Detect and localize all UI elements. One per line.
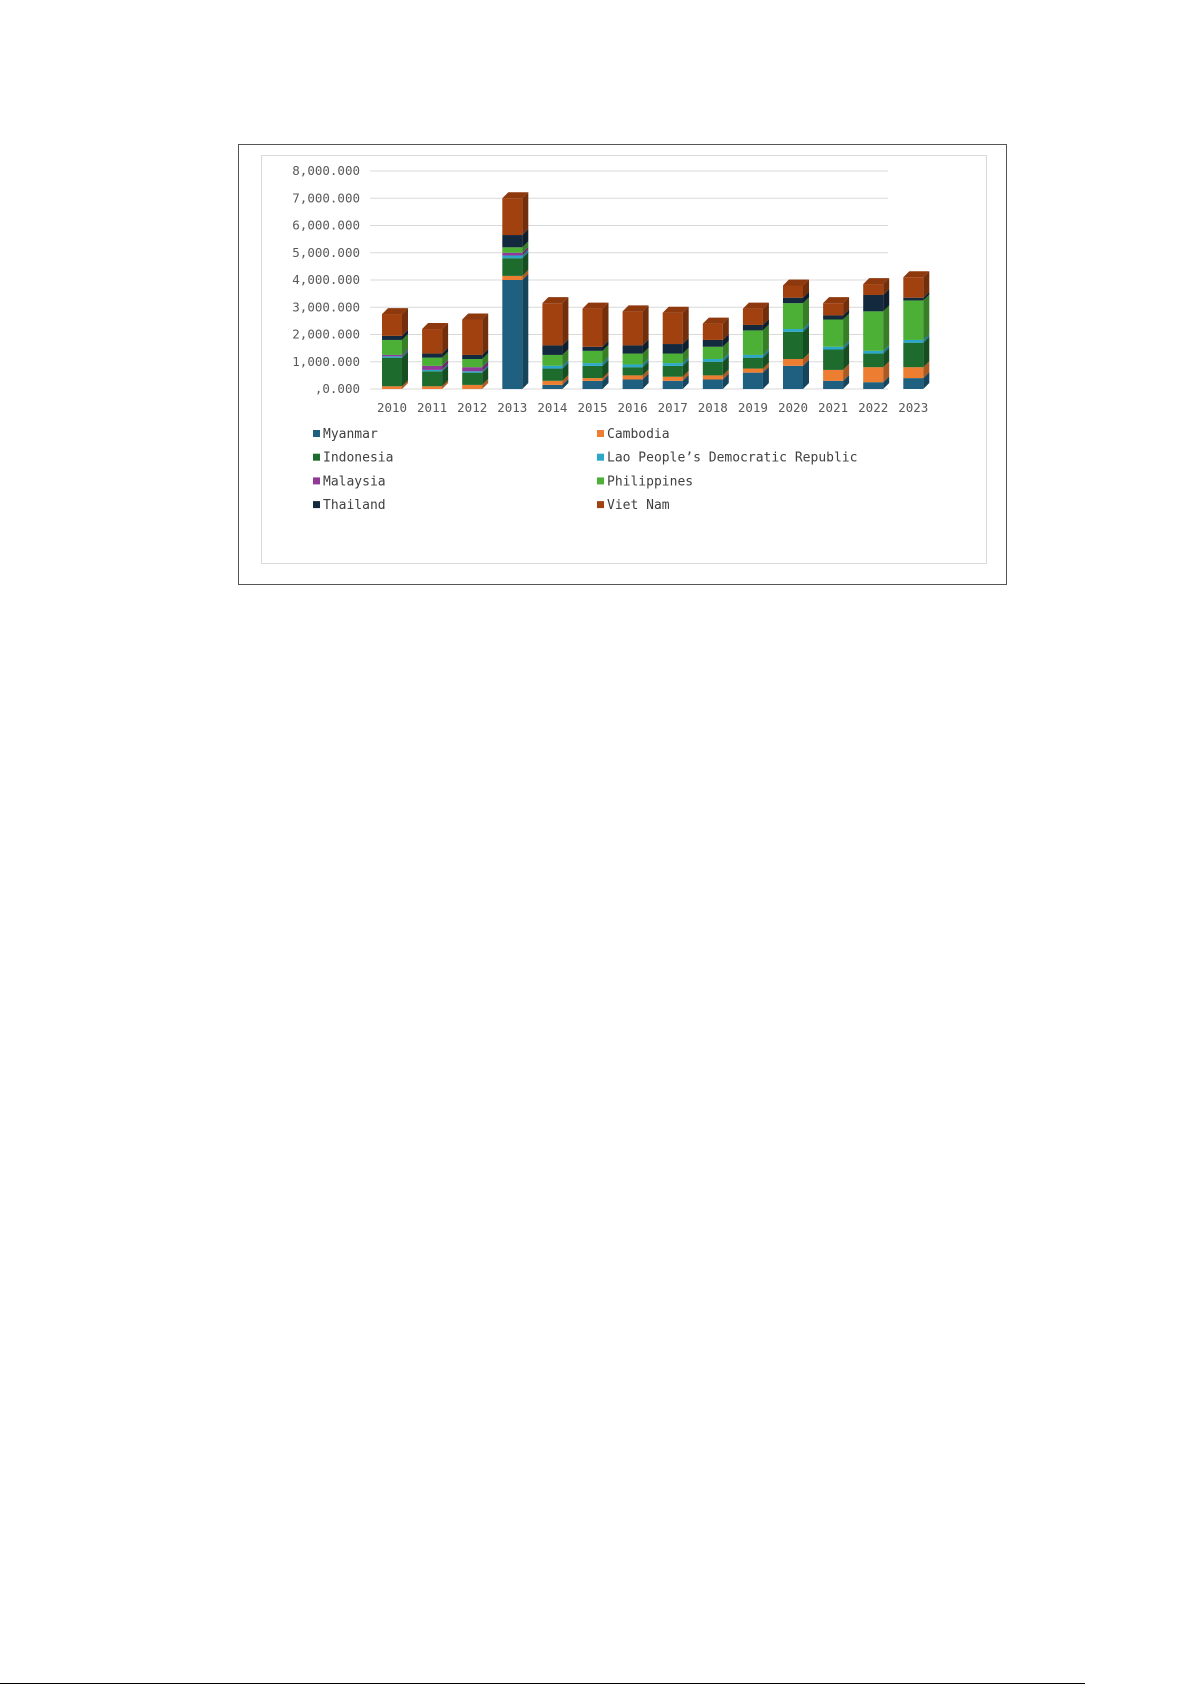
x-tick-label: 2020 (777, 400, 809, 415)
y-tick-label: 6,000.000 (292, 217, 360, 233)
bar-segment (623, 367, 643, 375)
legend-item (313, 498, 386, 513)
bar-segment (743, 373, 763, 389)
bar-segment (863, 284, 883, 295)
bar-segment (743, 369, 763, 373)
bar-segment (623, 311, 643, 345)
page-footer-rule (0, 1683, 1085, 1684)
bar-segment (783, 285, 803, 297)
legend-item (597, 427, 670, 442)
bar-segment (823, 349, 843, 369)
bar-segment (743, 330, 763, 355)
bar-segment (823, 370, 843, 381)
bar-segment (462, 373, 482, 385)
y-tick-label: 4,000.000 (292, 272, 360, 287)
bar-segment (903, 300, 923, 340)
x-tick-label: 2023 (898, 400, 929, 415)
legend-label: Lao People’s Democratic Republic (607, 450, 858, 466)
bar-segment (542, 345, 562, 355)
legend (313, 427, 857, 513)
bar-segment (382, 355, 402, 356)
x-tick-label: 2016 (617, 400, 648, 415)
bar-segment (382, 358, 402, 387)
legend-item (313, 474, 386, 489)
bar-segment (462, 355, 482, 359)
bar-segment (863, 354, 883, 368)
legend-swatch (597, 501, 604, 508)
bar-segment (783, 366, 803, 389)
bar-segment (623, 354, 643, 365)
y-axis-ticks (292, 163, 360, 396)
legend-item (597, 451, 857, 466)
bar-segment (703, 359, 723, 362)
bar-segment (502, 253, 522, 256)
bar-segment (462, 385, 482, 389)
bar-segment (542, 303, 562, 345)
bar-segment (382, 314, 402, 336)
legend-item (597, 474, 693, 489)
bar-segment (903, 340, 923, 343)
bar-segment (663, 344, 683, 354)
bar-segment (502, 198, 522, 235)
bar-segment (703, 340, 723, 347)
bar-segment (783, 332, 803, 359)
x-tick-label: 2011 (417, 400, 448, 415)
bar-segment (502, 235, 522, 247)
x-axis-ticks (377, 400, 928, 415)
y-tick-label: ,0.000 (314, 381, 360, 396)
bar-segment-side (482, 314, 488, 355)
bar-segment (502, 280, 522, 389)
bar-segment-side (883, 305, 889, 351)
legend-swatch (597, 477, 604, 484)
bar-segment (542, 366, 562, 369)
x-tick-label: 2014 (537, 400, 568, 415)
bar-segment (583, 378, 603, 381)
legend-label: Thailand (323, 498, 386, 514)
bar-segment (703, 379, 723, 389)
bar-segment-side (603, 303, 609, 347)
x-tick-label: 2010 (376, 400, 408, 415)
y-tick-label: 8,000.000 (292, 163, 360, 178)
bar-segment-side (562, 297, 568, 345)
y-tick-label: 7,000.000 (292, 190, 360, 206)
legend-label: Viet Nam (607, 498, 670, 514)
legend-swatch (313, 501, 320, 508)
legend-swatch (313, 430, 320, 437)
bar-segment-side (643, 305, 649, 345)
bar-segment-side (923, 294, 929, 340)
bar-segment (863, 351, 883, 354)
bar-segment (422, 329, 442, 354)
legend-item (313, 451, 393, 466)
legend-swatch (597, 430, 604, 437)
bar-segment (663, 366, 683, 377)
legend-label: Myanmar (323, 427, 378, 442)
bar-segment-side (522, 274, 528, 389)
legend-swatch (313, 454, 320, 461)
legend-item (597, 498, 670, 513)
bar-segment (542, 385, 562, 389)
bar-segment (623, 364, 643, 367)
bar-segment (382, 340, 402, 355)
bar-segment (462, 320, 482, 355)
bar-segment (623, 375, 643, 379)
bar-segment (703, 324, 723, 340)
bar-segment (663, 363, 683, 366)
bar-segment (863, 382, 883, 389)
bar-segment (783, 303, 803, 329)
legend-swatch (597, 454, 604, 461)
x-tick-label: 2019 (737, 400, 768, 415)
bar-segment (663, 354, 683, 364)
bar-segment (502, 247, 522, 252)
bar-segment (903, 298, 923, 301)
bar-segment (823, 320, 843, 347)
bar-segment (382, 336, 402, 340)
bar-segment (382, 356, 402, 357)
bar-segment (903, 367, 923, 378)
bar-segment (783, 298, 803, 303)
bar-segment (743, 355, 763, 358)
bars (382, 192, 929, 389)
bar-segment (703, 375, 723, 379)
x-tick-label: 2021 (818, 400, 849, 415)
bar-segment (823, 347, 843, 350)
bar-segment (422, 366, 442, 370)
bar-segment (903, 378, 923, 389)
bar-segment (583, 363, 603, 366)
bar-segment (783, 329, 803, 332)
bar-segment (382, 386, 402, 389)
bar-segment (623, 345, 643, 353)
bar-segment (542, 369, 562, 381)
bar-segment (623, 379, 643, 389)
bar-segment (422, 371, 442, 386)
legend-label: Philippines (607, 474, 694, 490)
bar-segment (743, 309, 763, 325)
chart-panel (261, 155, 987, 564)
y-tick-label: 5,000.000 (292, 244, 360, 260)
bar-segment (502, 276, 522, 280)
bar-segment (583, 381, 603, 389)
bar-segment (903, 343, 923, 368)
bar-segment (823, 303, 843, 315)
bar-segment (583, 366, 603, 378)
bar-segment (422, 358, 442, 366)
y-tick-label: 2,000.000 (292, 326, 360, 342)
bar-segment (783, 359, 803, 366)
bar-segment (422, 386, 442, 389)
bar-segment (583, 347, 603, 351)
x-tick-label: 2018 (697, 400, 728, 415)
bar-segment (823, 315, 843, 319)
bar-segment (863, 295, 883, 311)
bar-segment-side (522, 192, 528, 235)
bar-segment (903, 277, 923, 297)
bar-segment (542, 381, 562, 385)
bar-segment-side (683, 307, 689, 344)
bar-segment (703, 362, 723, 376)
bar-segment (462, 371, 482, 372)
legend-label: Malaysia (323, 474, 386, 490)
y-tick-label: 3,000.000 (292, 299, 360, 315)
x-tick-label: 2012 (457, 400, 488, 415)
bar-segment (703, 347, 723, 359)
bar-segment (542, 355, 562, 366)
bar-segment (462, 359, 482, 367)
bar-segment (863, 311, 883, 351)
bar-segment (502, 255, 522, 258)
bar-segment (583, 351, 603, 363)
bar-segment (663, 381, 683, 389)
bar-segment (823, 381, 843, 389)
bar-segment (743, 325, 763, 330)
x-tick-label: 2017 (657, 400, 688, 415)
legend-label: Indonesia (323, 450, 394, 466)
bar-segment (422, 354, 442, 358)
bar-segment (663, 377, 683, 381)
bar-segment (663, 313, 683, 344)
bar-segment-side (402, 352, 408, 387)
bar-segment (583, 309, 603, 347)
legend-label: Cambodia (607, 427, 670, 442)
bar-segment (462, 367, 482, 371)
legend-swatch (313, 477, 320, 484)
bar-segment (502, 258, 522, 276)
x-tick-label: 2013 (497, 400, 528, 415)
bar-segment (743, 358, 763, 369)
x-tick-label: 2015 (577, 400, 608, 415)
bar-segment (422, 370, 442, 371)
y-tick-label: 1,000.000 (292, 353, 360, 369)
x-tick-label: 2022 (858, 400, 889, 415)
legend-item (313, 427, 378, 442)
stacked-bar-chart (262, 156, 986, 563)
bar-segment (863, 367, 883, 382)
